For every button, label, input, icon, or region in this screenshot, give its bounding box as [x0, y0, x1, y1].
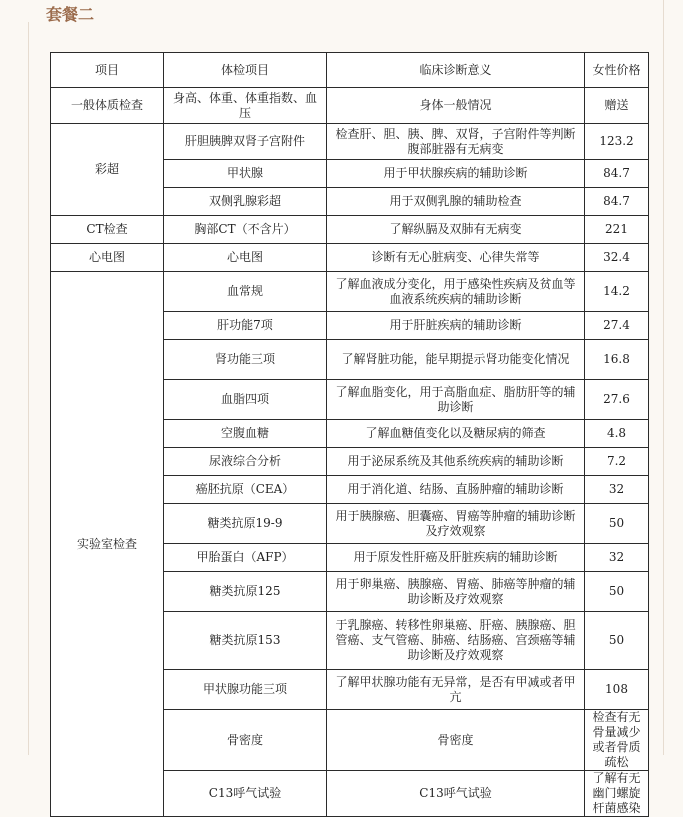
- price-cell: 221: [585, 216, 649, 244]
- price-cell: 50: [585, 612, 649, 670]
- item-cell: 骨密度: [327, 710, 585, 771]
- meaning-cell: 了解甲状腺功能有无异常，是否有甲减或者甲亢: [327, 670, 585, 710]
- price-cell: 16.8: [585, 340, 649, 380]
- price-cell: 50: [585, 572, 649, 612]
- price-cell: 14.2: [585, 272, 649, 312]
- package-heading: 套餐二: [46, 5, 95, 24]
- item-cell: 甲状腺: [164, 160, 327, 188]
- meaning-cell: 身体一般情况: [327, 88, 585, 124]
- page-right-rule: [663, 0, 664, 755]
- item-cell: 胸部CT（不含片）: [164, 216, 327, 244]
- meaning-cell: 用于泌尿系统及其他系统疾病的辅助诊断: [327, 448, 585, 476]
- meaning-cell: 用于双侧乳腺的辅助检查: [327, 188, 585, 216]
- item-cell: 癌胚抗原（CEA）: [164, 476, 327, 504]
- price-cell: 27.6: [585, 380, 649, 420]
- meaning-cell: 用于肝脏疾病的辅助诊断: [327, 312, 585, 340]
- price-cell: 7.2: [585, 448, 649, 476]
- meaning-cell: 检查肝、胆、胰、脾、双肾，子宫附件等判断腹部脏器有无病变: [327, 124, 585, 160]
- table-row: [51, 124, 649, 160]
- header-item: 体检项目: [164, 53, 327, 88]
- price-cell: 32: [585, 544, 649, 572]
- meaning-cell: 用于消化道、结肠、直肠肿瘤的辅助诊断: [327, 476, 585, 504]
- item-cell: 糖类抗原19-9: [164, 504, 327, 544]
- meaning-cell: 了解纵膈及双肺有无病变: [327, 216, 585, 244]
- price-cell: 4.8: [585, 420, 649, 448]
- category-cell: 一般体质检查: [51, 88, 164, 124]
- meaning-cell: 于乳腺癌、转移性卵巢癌、肝癌、胰腺癌、胆管癌、支气管癌、肺癌、结肠癌、宫颈癌等辅助诊断及疗效观察: [327, 612, 585, 670]
- category-cell: C13呼气试验: [164, 771, 327, 817]
- price-cell: 32: [585, 476, 649, 504]
- item-cell: 血脂四项: [164, 380, 327, 420]
- item-cell: 身高、体重、体重指数、血压: [164, 88, 327, 124]
- meaning-cell: 了解有无幽门螺旋杆菌感染: [585, 771, 649, 817]
- table-body: [51, 88, 649, 817]
- meaning-cell: 了解肾脏功能，能早期提示肾功能变化情况: [327, 340, 585, 380]
- meaning-cell: 诊断有无心脏病变、心律失常等: [327, 244, 585, 272]
- item-cell: 肝功能7项: [164, 312, 327, 340]
- item-cell: 尿液综合分析: [164, 448, 327, 476]
- meaning-cell: 用于胰腺癌、胆囊癌、胃癌等肿瘤的辅助诊断及疗效观察: [327, 504, 585, 544]
- category-cell: 骨密度: [164, 710, 327, 771]
- price-cell: 84.7: [585, 160, 649, 188]
- item-cell: 甲状腺功能三项: [164, 670, 327, 710]
- price-cell: 108: [585, 670, 649, 710]
- item-cell: 血常规: [164, 272, 327, 312]
- table-header-row: [51, 53, 649, 88]
- item-cell: 甲胎蛋白（AFP）: [164, 544, 327, 572]
- meaning-cell: 用于卵巢癌、胰腺癌、胃癌、肺癌等肿瘤的辅助诊断及疗效观察: [327, 572, 585, 612]
- table-row: [51, 272, 649, 312]
- header-category: 项目: [51, 53, 164, 88]
- item-cell: 肝胆胰脾双肾子宫附件: [164, 124, 327, 160]
- meaning-cell: 用于原发性肝癌及肝脏疾病的辅助诊断: [327, 544, 585, 572]
- price-cell: 50: [585, 504, 649, 544]
- price-cell: 84.7: [585, 188, 649, 216]
- table-row: [51, 244, 649, 272]
- price-cell: 123.2: [585, 124, 649, 160]
- meaning-cell: 了解血液成分变化，用于感染性疾病及贫血等血液系统疾病的辅助诊断: [327, 272, 585, 312]
- item-cell: 肾功能三项: [164, 340, 327, 380]
- table-row: [51, 216, 649, 244]
- header-meaning: 临床诊断意义: [327, 53, 585, 88]
- table-row: [51, 88, 649, 124]
- price-cell: 赠送: [585, 88, 649, 124]
- category-cell: 实验室检查: [51, 272, 164, 817]
- meaning-cell: 了解血糖值变化以及糖尿病的筛查: [327, 420, 585, 448]
- meaning-cell: 用于甲状腺疾病的辅助诊断: [327, 160, 585, 188]
- item-cell: 糖类抗原153: [164, 612, 327, 670]
- item-cell: 心电图: [164, 244, 327, 272]
- package-table: [50, 52, 649, 817]
- item-cell: 糖类抗原125: [164, 572, 327, 612]
- price-cell: 32.4: [585, 244, 649, 272]
- price-cell: 27.4: [585, 312, 649, 340]
- meaning-cell: 了解血脂变化，用于高脂血症、脂肪肝等的辅助诊断: [327, 380, 585, 420]
- item-cell: 双侧乳腺彩超: [164, 188, 327, 216]
- meaning-cell: 检查有无骨量减少或者骨质疏松: [585, 710, 649, 771]
- item-cell: C13呼气试验: [327, 771, 585, 817]
- category-cell: 彩超: [51, 124, 164, 216]
- header-price: 女性价格: [585, 53, 649, 88]
- page-left-rule: [28, 22, 29, 755]
- category-cell: CT检查: [51, 216, 164, 244]
- category-cell: 心电图: [51, 244, 164, 272]
- item-cell: 空腹血糖: [164, 420, 327, 448]
